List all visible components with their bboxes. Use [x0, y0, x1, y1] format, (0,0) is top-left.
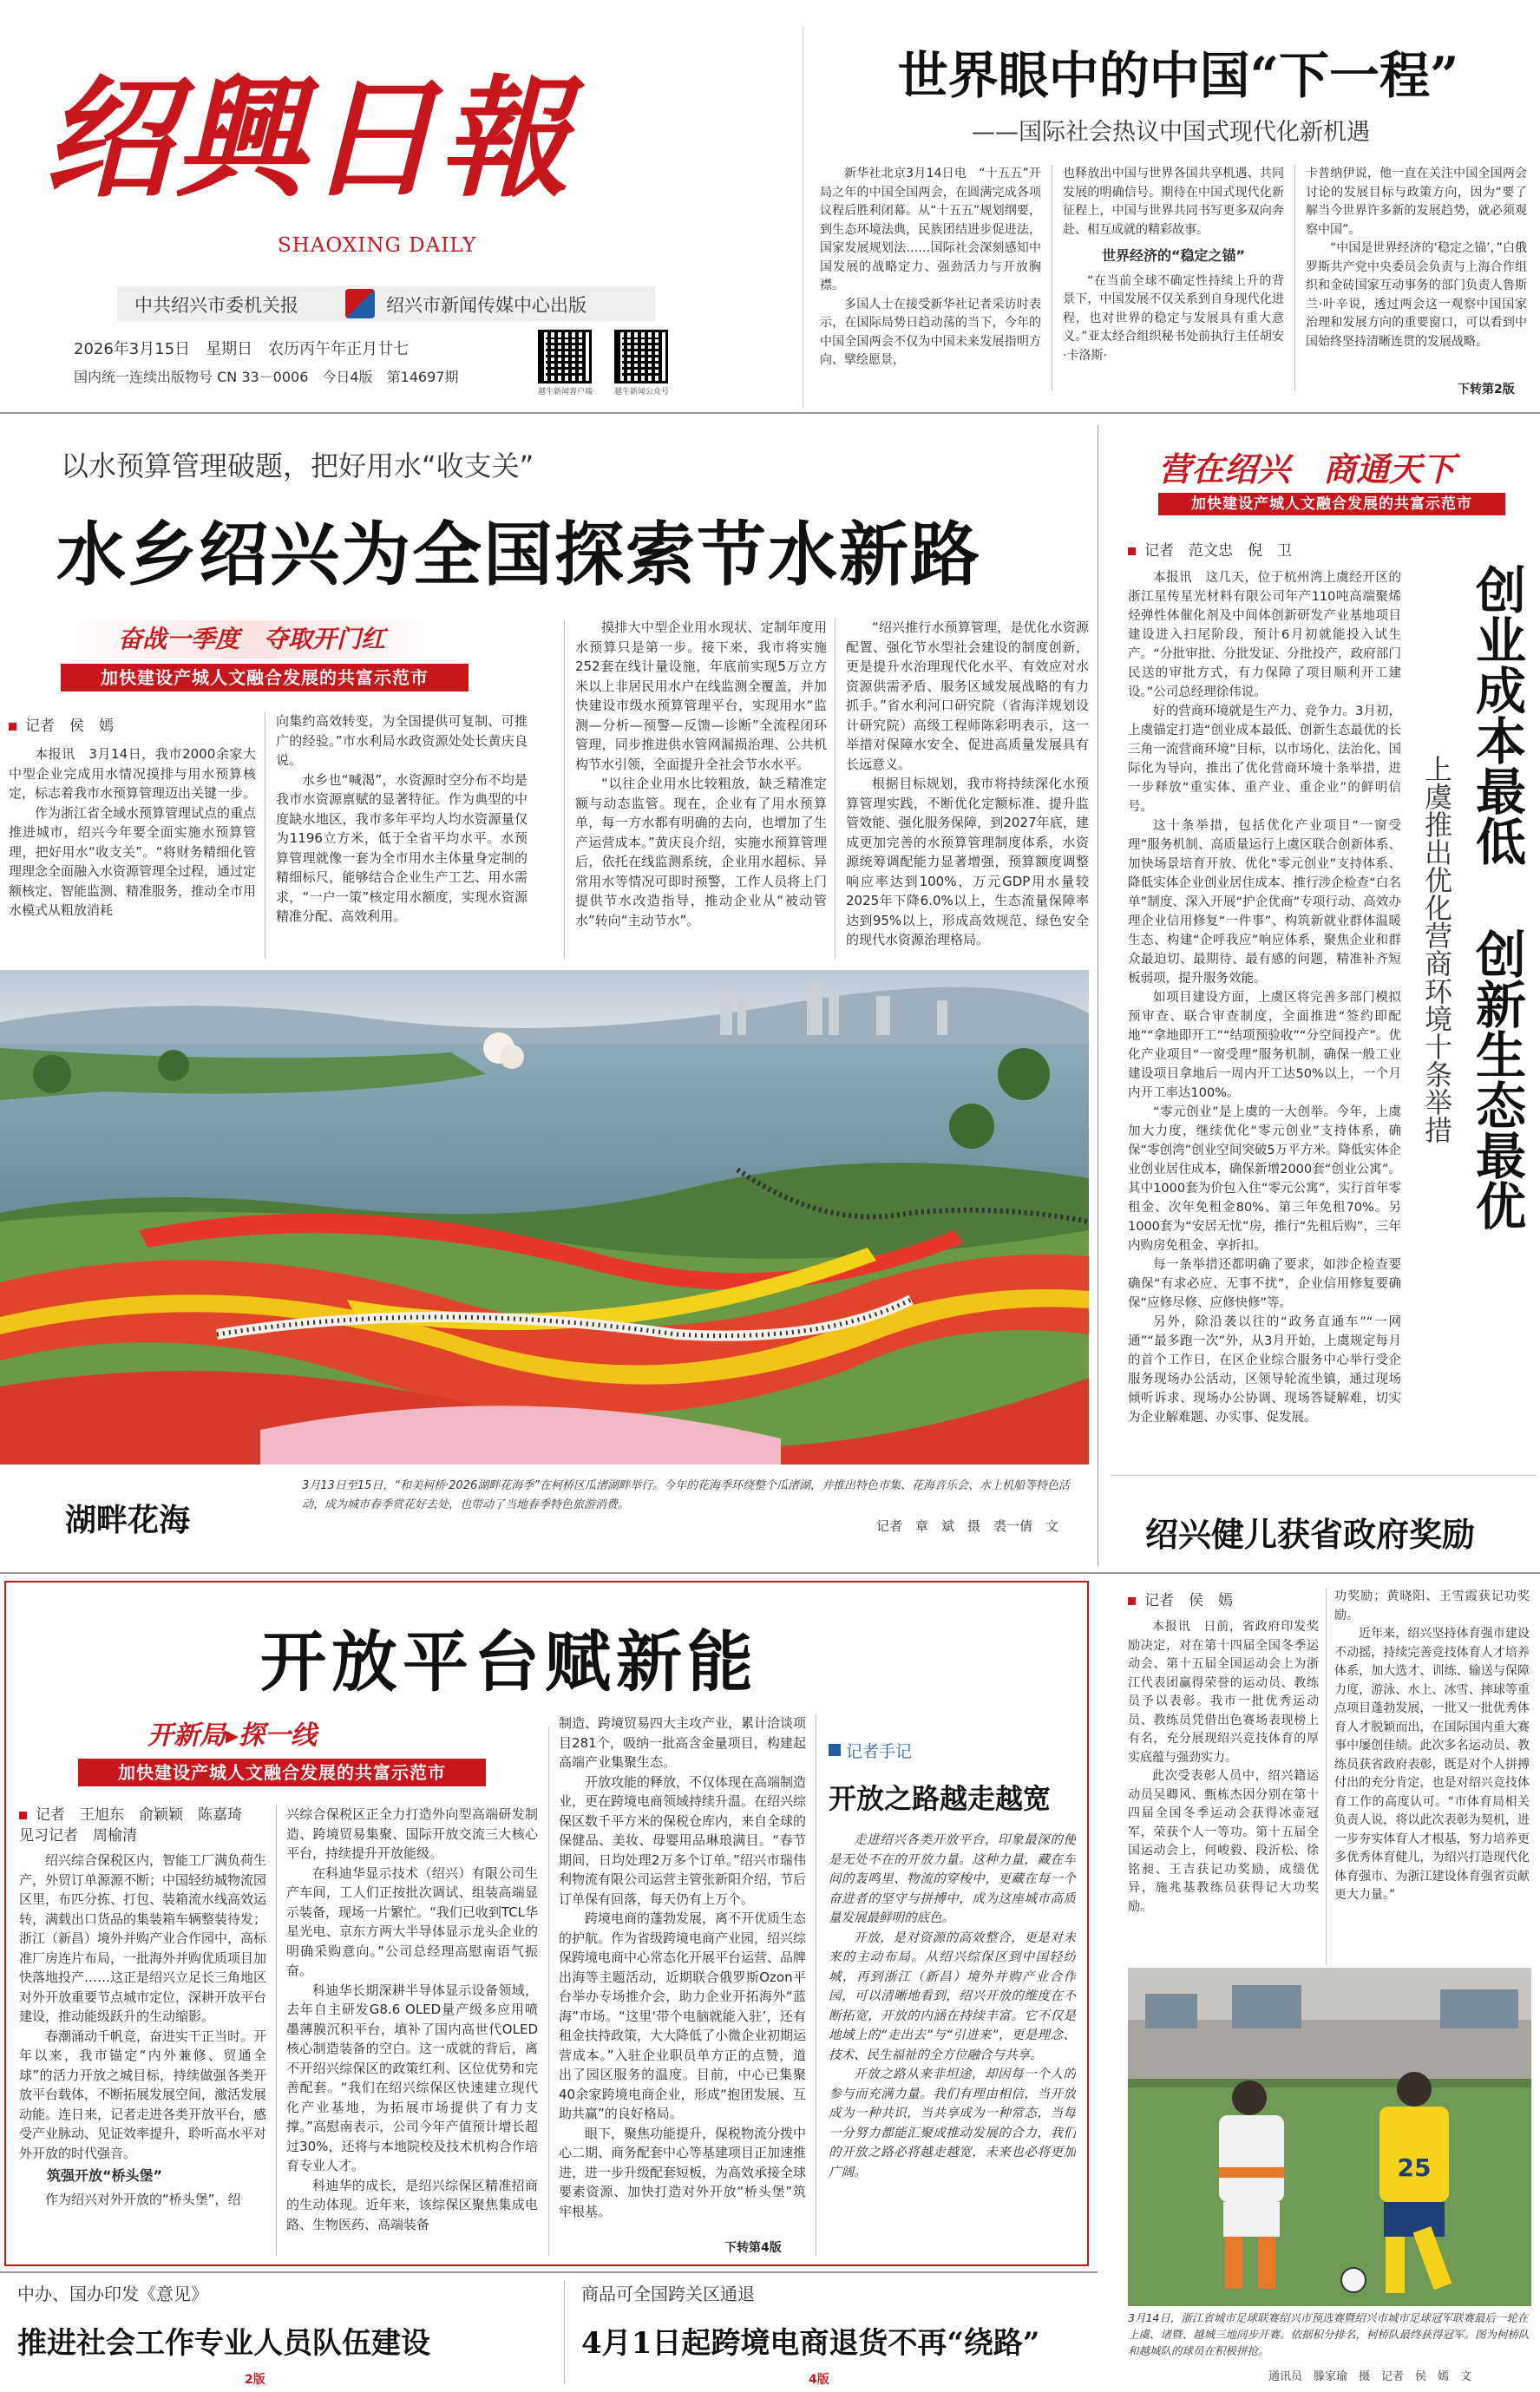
issue-line: 国内统一连续出版物号 CN 33－0006 今日4版 第14697期 — [74, 369, 459, 385]
water-tag-bar: 加快建设产城人文融合发展的共富示范市 — [61, 664, 469, 691]
teaser-1-title: 推进社会工作专业人员队伍建设 — [17, 2326, 430, 2361]
water-col4: “绍兴推行水预算管理，是优化水资源配置、强化节水型社会建设的制度创新，更是提升水治理现代化水平、有效应对水资源供需矛盾、服务区域发展战略的有力抓手。”省水利河口研究院（省海洋规划设计研究院）高级工程师陈彩明表示，这一举措对保障水安全、促进高质量发展具有长远意义。 根据目标规划，我市将持续深化水预算管理实践，不断优化定额标准、提升监管效能、强化服务保障，到2027年底，建成更加完善的水预算管理制度体系，水资源统筹调配能力显著增强，预算额度调整响应率达到100%，万元GDP用水量较2025年下降6.0%以上，生态流量保障率达到95%以上，形成高效规范、绿色安全的现代水资源治理格局。 — [846, 619, 1089, 947]
open-tag-top: 开新局▸探一线 — [147, 1720, 318, 1751]
business-badge-top: 营在绍兴 商通天下 — [1158, 450, 1456, 488]
award-title[interactable]: 绍兴健儿获省政府奖励 — [1145, 1515, 1476, 1554]
teaser-2-kicker: 商品可全国跨关区通退 — [581, 2284, 755, 2304]
business-body: 本报讯 这几天，位于杭州湾上虞经开区的浙江星传星光材料有限公司年产110吨高端聚烯烃弹性体催化剂及中间体创新研发产业基地项目建设进入扫尾阶段，预计6月初就能投入试生产。“分批审批、分批发证、分批投产，政府部门民送的审批方式，有力保障了项目顺利开工建设。”公司总经理徐伟说。 好的营商环境就是生产力、竞争力。3月初，上虞锚定打造“创业成本最低、创新生态最优的长三角一流营商环境”目标，以市场化、法治化、国际化为导向，推出了优化营商环境十条举措，进一步释放“重实体、重产业、重企业”的鲜明信号。 这十条举措，包括优化产业项目“一窗受理”服务机制、高质量运行上虞区联合创新体系、加快场景培育开放、优化“零元创业”支持体系、降低实体企业创业居住成本、推行涉企检查“白名单”制度、深入开展“护企优商”专项行动、高效办理企业信用修复“一件事”、构筑新就业群体温暖生态、构建“企呼我应”响应体系，聚焦企业和群众最迫切、最期待、最有感的问题，精准补齐短板弱项，提升服务效能。 如项目建设方面，上虞区将完善多部门模拟预审查、联合审查制度，全面推进“签约即配地”“拿地即开工”“结项预验收”“分空间投产”。优化产业项目“一窗受理”服务机制，确保一般工业建设项目拿地后一周内开工达50%以上，一个月内开工率达100%。 “零元创业”是上虞的一大创举。今年，上虞加大力度，继续优化“零元创业”支持体系，确保“零创湾”创业空间突破5万平方米。降低实体企业创业居住成本，确保新增2000套“创业公寓”。其中1000套为价包入住“零元公寓”，实行首年零租金、次年免租金80%、第三年免租70%。另1000套为“安居无忧”房，推行“先租后购”，三年内购房免租金、享折扣。 每一条举措还都明确了要求，如涉企检查要确保“有求必应、无事不扰”，企业信用修复要确保“应修尽修、应修快修”等。 另外，除沿袭以往的“政务直通车”“一网通”“最多跑一次”外，从3月开始，上虞规定每月的首个工作日，在区企业综合服务中心举行受企服务现场办公活动，区领导轮流坐镇，通过现场倾听诉求、现场办公协调、现场答疑解难，切实为企业解难题、办实事、促发展。 — [1128, 571, 1401, 1425]
note-title[interactable]: 开放之路越走越宽 — [829, 1782, 1052, 1815]
note-tag: 记者手记 — [846, 1742, 913, 1761]
note-body: 走进绍兴各类开放平台，印象最深的便是无处不在的开放力量。这种力量，藏在车间的轰鸣里、物流的穿梭中，更藏在每一个奋进者的坚守与拼搏中，成为这座城市高质量发展最鲜明的底色。 开放，是对资源的高效整合，更是对未来的主动布局。从绍兴综保区到中国轻纺城，再到浙江（新昌）境外并购产业合作园，可以清晰地看到，绍兴开放的维度在不断拓宽，开放的内涵在持续丰富。它不仅是地域上的“走出去”与“引进来”，更是理念、技术、民生福祉的全方位融合与共享。 开放之路从来非坦途，却因每一个人的参与而充满力量。我们有理由相信，当开放成为一种共识，当共享成为一种常态，当每一分努力都能汇聚成推动发展的合力，我们的开放之路必将越走越宽，未来也必将更加广阔。 — [829, 1833, 1076, 2179]
media-group-icon — [345, 289, 375, 318]
open-byline: 记者 王旭东 俞颖颖 陈嘉琦 见习记者 周榆清 — [19, 1805, 279, 1846]
open-col1-subhead: 筑强开放“桥头堡” — [47, 2167, 163, 2184]
water-col2: 向集约高效转变，为全国提供可复制、可推广的经验。”市水利局水政资源处处长黄庆良说。 水乡也“喊渴”，水资源时空分布不均是我市水资源禀赋的显著特征。作为典型的中度缺水地区，我市多年平均人均水资源量仅为1196立方米，低于全省平均水平。水预算管理就像一套为全市用水主体量身定制的精细标尺，能够结合企业生产工艺、用水需求，“一户一策”核定用水额度，实现水资源精准分配、高效利用。 — [276, 713, 528, 924]
top-story-subtitle: ——国际社会热议中国式现代化新机遇 — [972, 119, 1370, 146]
qr1-label: 越牛新闻客户端 — [538, 388, 593, 396]
water-tag-top: 奋战一季度 夺取开门红 — [61, 620, 442, 659]
water-col1: 本报讯 3月14日，我市2000余家大中型企业完成用水情况摸排与用水预算核定，标志着我市水预算管理迈出关键一步。 作为浙江省全域水预算管理试点的重点推进城市，绍兴今年要全面实施水预算管理，把好用水“收支关”。“将财务精细化管理理念全面融入水资源管理全过程，通过定额核定、智能监测、精准服务，推动全市用水模式从粗放消耗 — [9, 746, 256, 918]
masthead — [35, 26, 798, 408]
sponsor-right: 绍兴市新闻传媒中心出版 — [386, 295, 587, 316]
top-story-col1: 新华社北京3月14日电 “十五五”开局之年的中国全国两会，在圆满完成各项议程后胜利闭幕。从“十五五”规划纲要，到生态环境法典，民族团结进步促进法，国家发展规划法……国际社会深刻感知中国发展的战略定力、强劲活力与开放胸襟。 多国人士在接受新华社记者采访时表示，在国际局势日趋动荡的当下，今年的中国全国两会不仅为中国未来发展指明方向、擘绘愿景， — [820, 167, 1041, 367]
top-story-col3: 卡普纳伊说，他一直在关注中国全国两会讨论的发展目标与政策方向，因为“要了解当今世界许多新的发展趋势，就必须观察中国”。 “中国是世界经济的‘稳定之锚’，”白俄罗斯共产党中央委员会负责与上海合作组织和金砖国家互动事务的部门负责人鲁斯兰·叶辛说，透过两会这一观察中国国家治理和发展方向的重要窗口，可以看到中国始终坚持清晰连贯的发展战略。 — [1306, 167, 1527, 349]
business-badge — [1132, 442, 1514, 521]
award-col2: 功奖励；黄晓阳、王雪霞获记功奖励。 近年来，绍兴坚持体育强市建设不动摇，持续完善竞技体育人才培养体系，加大选才、训练、输送与保障力度，游泳、水上、冰雪、摔球等重点项目蓬勃发展，一批又一批优秀体育人才脱颖而出，在国际国内重大赛事中屡创佳绩。此次多名运动员、教练员获省政府表彰，既是对个人拼搏付出的充分肯定，也是对绍兴竞技体育工作的高度认可。“市体育局相关负责人说，将以此次表彰为契机，进一步夯实体育人才根基，努力培养更多优秀体育健儿，为绍兴打造现代化体育强市、为浙江建设体育强省贡献更大力量。” — [1334, 1589, 1530, 1902]
business-badge-bar: 加快建设产城人文融合发展的共富示范市 — [1158, 493, 1505, 515]
open-title[interactable]: 开放平台赋新能 — [260, 1623, 758, 1701]
qr-code-app — [538, 330, 592, 383]
flower-lake-photo — [0, 970, 1089, 1465]
teaser-1[interactable] — [17, 2280, 555, 2389]
sponsor-left: 中共绍兴市委机关报 — [134, 295, 298, 316]
qr2-label: 越牛新闻公众号 — [614, 388, 670, 396]
water-tag — [61, 620, 495, 698]
football-credit: 通讯员 滕家瑜 摄 记者 侯 嫣 文 — [1268, 2370, 1472, 2383]
photo-label: 湖畔花海 — [65, 1503, 191, 1538]
water-byline: 记者 侯 嫣 — [9, 713, 114, 735]
business-vertical-subtitle: 上虞推出优化营商环境十条举措 — [1420, 755, 1453, 1144]
top-story-col2-subhead: 世界经济的“稳定之锚” — [1101, 247, 1246, 264]
award-byline: 记者 侯 嫣 — [1128, 1588, 1233, 1609]
water-title[interactable]: 水乡绍兴为全国探索节水新路 — [56, 514, 981, 595]
open-col1: 绍兴综合保税区内，智能工厂满负荷生产，外贸订单源源不断；中国轻纺城物流园区里，布匹分拣、打包、装箱流水线高效运转，满载出口货品的集装箱车辆整装待发；浙江（新昌）境外并购产业合作园中，高标准厂房连片布局，一批海外并购优质项目加快落地投产……这正是绍兴立足长三角地区对外开放重要节点城市定位，深耕开放平台建设，推动能级跃升的生动缩影。 春潮涌动千帆竞，奋进实干正当时。开年以来，我市锚定“内外兼修、贸通全球”的活力开放之城目标，持续做强各类开放平台载体，不断拓展发展空间，激活发展动能。连日来，记者走进各类开放平台，感受产业脉动、见证效率提升，聆听高水平对外开放的时代强音。 筑强开放“桥头堡” 作为绍兴对外开放的“桥头堡”，绍 — [19, 1852, 266, 2207]
date-line: 2026年3月15日 星期日 农历丙午年正月廿七 — [74, 340, 410, 358]
note-tag-square — [829, 1744, 841, 1756]
water-col3: 摸排大中型企业用水现状、定制年度用水预算只是第一步。接下来，我市将实施252套在线计量设施，年底前实现5万立方米以上非居民用水户在线监测全覆盖，并加快建设市级水预算管理平台，实现用水“监测—分析—预警—反馈—诊断”全流程闭环管理，同步推进供水管网漏损治理、公共机构节水引领，全面提升全社会节水水平。 “以往企业用水比较粗放，缺乏精准定额与动态监管。现在，企业有了用水预算单，每一方水都有明确的去向，也增加了生产运营成本。”黄庆良介绍，实施水预算管理后，依托在线监测系统，企业用水超标、异常用水等情况可即时预警，工作人员将上门提供节水改造指导，推动企业从“被动管水”转向“主动节水”。 — [575, 619, 827, 928]
business-byline: 记者 范文忠 倪 卫 — [1128, 538, 1292, 560]
teaser-2-page[interactable]: 4版 — [809, 2373, 829, 2387]
business-vertical-title-2: 创新生态最优 — [1467, 928, 1526, 1230]
svg-text:25: 25 — [1397, 2153, 1432, 2182]
open-col2: 兴综合保税区正全力打造外向型高端研发制造、跨境贸易集聚、国际开放交流三大核心平台，持续提升开放能级。 在科迪华显示技术（绍兴）有限公司生产车间，工人们正按批次调试、组装高端显示装备，现场一片繁忙。“我们已收到TCL华星光电、京东方两大半导体显示龙头企业的明确采购意向。”公司总经理高慰南语气振奋。 科迪华长期深耕半导体显示设备领域，去年自主研发G8.6 OLED量产级多应用喷墨薄膜沉积平台，填补了国内高世代OLED核心制造装备的空白。这一成就的背后，离不开绍兴综保区的政策红利、区位优势和完善配套。“我们在绍兴综保区快速建立现代化产业基地，为拓展市场提供了有力支撑。”高慰南表示，公司今年产值预计增长超过30%，还将与本地院校及技术机构合作培育专业人才。 科迪华的成长，是绍兴综保区精准招商的生动体现。近年来，该综保区聚焦集成电路、生物医药、高端装备 — [286, 1806, 538, 2232]
football-photo — [1128, 1968, 1531, 2306]
logo-pinyin: SHAOXING DAILY — [278, 234, 477, 257]
teaser-1-page[interactable]: 2版 — [245, 2373, 265, 2387]
award-col1: 本报讯 日前，省政府印发奖励决定，对在第十四届全国冬季运动会、第十五届全国运动会上为浙江代表团赢得荣誉的运动员、教练员予以表彰。我市一批优秀运动员、教练员凭借出色赛场表现榜上有名，充分展现绍兴竞技体育的厚实底蕴与强劲实力。 此次受表彰人员中，绍兴籍运动员吴卿风、甄栋杰因分别在第十四届全国冬季运动会获得冰壶冠军，荣获个人一等功。第十五届全国运动会上，何峻毅、段沂松、徐铭昶、王吉获记功奖励，成绩优异，施兆基教练员获得记大功奖励。 — [1128, 1620, 1319, 1914]
top-story-col2: 也释放出中国与世界各国共享机遇、共同发展的明确信号。期待在中国式现代化新征程上，中国与世界共同书写更多双向奔赴、相互成就的精彩故事。 世界经济的“稳定之锚” “在当前全球不确定性持续上升的背景下，中国发展不仅关系到自身现代化进程，也对世界的稳定与发展具有重大意义。”亚太经合组织秘书处前执行主任胡安·卡洛斯· — [1063, 167, 1284, 363]
open-col3: 制造、跨境贸易四大主攻产业，累计洽谈项目281个，吸纳一批高含金量项目，构建起高端产业集聚生态。 开放攻能的释放，不仅体现在高端制造业，更在跨境电商领域持续升温。在绍兴综保区数千平方米的保税仓库内，来自全球的保健品、美妆、母婴用品琳琅满目。“春节期间，日均处理2万多个订单。”绍兴市瑞伟利物流有限公司运营主管张新阳介绍，节后订单保有回落，每天仍有上万个。 跨境电商的蓬勃发展，离不开优质生态的护航。作为省级跨境电商产业园，绍兴综保跨境电商中心常态化开展平台运营、品牌出海等主题活动，近期联合俄罗斯Ozon平台举办专场推介会，助力企业开拓海外“蓝海”市场。“这里‘带个电脑就能入驻’，还有租金扶持政策，大大降低了小微企业初期运营成本。”入驻企业职员单方正的点赞，道出了园区服务的温度。目前，中心已集聚40余家跨境电商企业，形成“抱团发展、互助共赢”的良好格局。 眼下，聚焦功能提升，保税物流分拨中心二期、商务配套中心等基建项目正加速推进，进一步升级配套短板，为高效承接全球要素资源、加快打造对外开放“桥头堡”筑牢根基。 — [559, 1715, 806, 2219]
qr-code-wechat — [614, 330, 668, 383]
water-kicker: 以水预算管理破题，把好用水“收支关” — [61, 449, 534, 482]
open-jump[interactable]: 下转第4版 — [724, 2241, 782, 2255]
vertical-title-1: 创业成本最低 — [1467, 564, 1526, 866]
logo: 绍興日報 — [43, 62, 572, 215]
photo-caption: 3月13日至15日，“和美柯桥·2026湖畔花海季”在柯桥区瓜渚湖畔举行。今年的花海季环绕整个瓜渚湖，并推出特色市集、花海音乐会、水上机船等特色活动，成为城市春季赏花好去处，也带动了当地春季特色旅游消费。 — [302, 1479, 1071, 1511]
football-caption: 3月14日，浙江省城市足球联赛绍兴市预选赛暨绍兴市城市足球冠军联赛最后一轮在上虞、诸暨、越城三地同步开赛。依据积分排名，柯桥队最终获得冠军。图为柯桥队和越城队的球员在积极拼抢。 — [1128, 2311, 1530, 2357]
teaser-2[interactable] — [581, 2280, 1093, 2389]
top-story-title[interactable]: 世界眼中的中国“下一程” — [897, 46, 1459, 105]
top-story-jump[interactable]: 下转第2版 — [1458, 383, 1515, 396]
open-tag-bar: 加快建设产城人文融合发展的共富示范市 — [78, 1759, 486, 1786]
teaser-2-title: 4月1日起跨境电商退货不再“绕路” — [581, 2326, 1040, 2361]
open-tag — [78, 1714, 495, 1792]
teaser-1-kicker: 中办、国办印发《意见》 — [17, 2284, 208, 2304]
photo-credit: 记者 章 斌 摄 裘一倩 文 — [876, 1518, 1059, 1534]
